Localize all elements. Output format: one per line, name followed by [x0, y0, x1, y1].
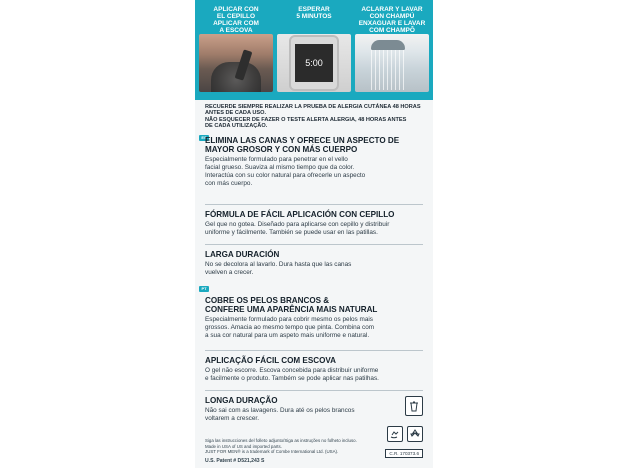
step-apply-brush: [199, 6, 273, 100]
section-pt-2: [205, 356, 423, 383]
phone-icon: [289, 35, 339, 91]
divider: [205, 244, 423, 245]
section-pt-1-title: COBRE OS PELOS BRANCOS & CONFERE UMA APARÊNCIA MAIS NATURAL: [205, 296, 378, 314]
phone-time: 5:00: [295, 44, 333, 82]
step-rinse-text: ACLARAR Y LAVAR CON CHAMPÚ ENXAGUAR E LAVAR COM CHAMPÔ: [358, 6, 426, 34]
instruction-steps: [195, 0, 433, 100]
section-pt-3-body: Não sai com as lavagens. Dura até os pelos brancos voltarem a crescer.: [205, 407, 355, 422]
section-pt-1: [205, 296, 423, 340]
symbols-row: [387, 426, 423, 442]
step-wait-text: ESPERAR 5 MINUTOS: [296, 6, 332, 20]
section-pt-3-title: LONGA DURAÇÃO: [205, 396, 278, 405]
water-drops: [371, 50, 405, 90]
hand-wash-icon: [387, 426, 403, 442]
shower-image: [355, 34, 429, 92]
recycle-bin-icon-svg: [408, 400, 420, 412]
product-code: C.R. 170373.6: [385, 449, 423, 458]
beard-brush-image: [199, 34, 273, 92]
divider: [205, 204, 423, 205]
section-pt-2-title: APLICAÇÃO FÁCIL COM ESCOVA: [205, 356, 337, 365]
section-es-2-body: Gel que no gotea. Diseñado para aplicarse con cepillo y distribuir uniforme y fácilmente. También se puede usar en las patillas.: [205, 221, 390, 236]
patent-number: U.S. Patent # D521,243 S: [205, 458, 265, 464]
section-es-1-title: ELIMINA LAS CANAS Y OFRECE UN ASPECTO DE MAYOR GROSOR Y CON MÁS CUERPO: [205, 136, 400, 154]
recycle-icon-svg: [409, 428, 421, 440]
section-es-2: [205, 210, 423, 237]
section-es-3-body: No se decolora al lavarlo. Dura hasta que las canas vuelven a crecer.: [205, 261, 352, 276]
product-info: [195, 100, 433, 468]
shower-head-icon: [371, 40, 405, 50]
footer-text: Siga las instrucciones del folleto adjunto/Siga as instruções no folheto incluso. Made in USA of US and imported parts. JUST FOR MEN® is a trademark of Combe International Ltd. (USA).: [205, 438, 357, 454]
recycle-icon: [407, 426, 423, 442]
language-tag-es: ES: [199, 135, 209, 141]
recycle-bin-icon: [405, 396, 423, 416]
section-es-1-body: Especialmente formulado para penetrar en el vello facial grueso. Suaviza al mismo tiempo que da color. Interactúa con su color natural para ofrecerle un aspecto con más cuerpo.: [205, 156, 366, 187]
section-pt-1-body: Especialmente formulado para cobrir mesmo os pelos mais grossos. Amacia ao mesmo tempo que pinta. Combina com a sua cor natural para um aspeto mais uniforme e natural.: [205, 316, 375, 339]
step-apply-brush-text: APLICAR CON EL CEPILLO APLICAR COM A ESCOVA: [213, 6, 259, 34]
language-tag-pt: PT: [199, 286, 209, 292]
section-es-1: [205, 136, 423, 188]
phone-timer-image: [277, 34, 351, 92]
package-panel: [195, 0, 433, 468]
section-pt-3: [205, 396, 423, 423]
section-es-2-title: FÓRMULA DE FÁCIL APLICACIÓN CON CEPILLO: [205, 210, 395, 219]
step-wait-5-min: [277, 6, 351, 100]
section-es-3: [205, 250, 423, 277]
divider: [205, 350, 423, 351]
step-rinse-shampoo: [355, 6, 429, 100]
hand-wash-icon-svg: [389, 428, 401, 440]
allergy-notice: RECUERDE SIEMPRE REALIZAR LA PRUEBA DE ALERGIA CUTÁNEA 48 HORAS ANTES DE CADA USO. NÃO ESQUECER DE FAZER O TESTE ALERTA ALERGIA, 48 HORAS ANTES DE CADA UTILIZAÇÃO.: [205, 104, 421, 130]
divider: [205, 390, 423, 391]
brush-icon: [235, 49, 253, 80]
section-es-3-title: LARGA DURACIÓN: [205, 250, 280, 259]
section-pt-2-body: O gel não escorre. Escova concebida para distribuir uniforme e facilmente o produto. Também se pode aplicar nas patilhas.: [205, 367, 379, 382]
